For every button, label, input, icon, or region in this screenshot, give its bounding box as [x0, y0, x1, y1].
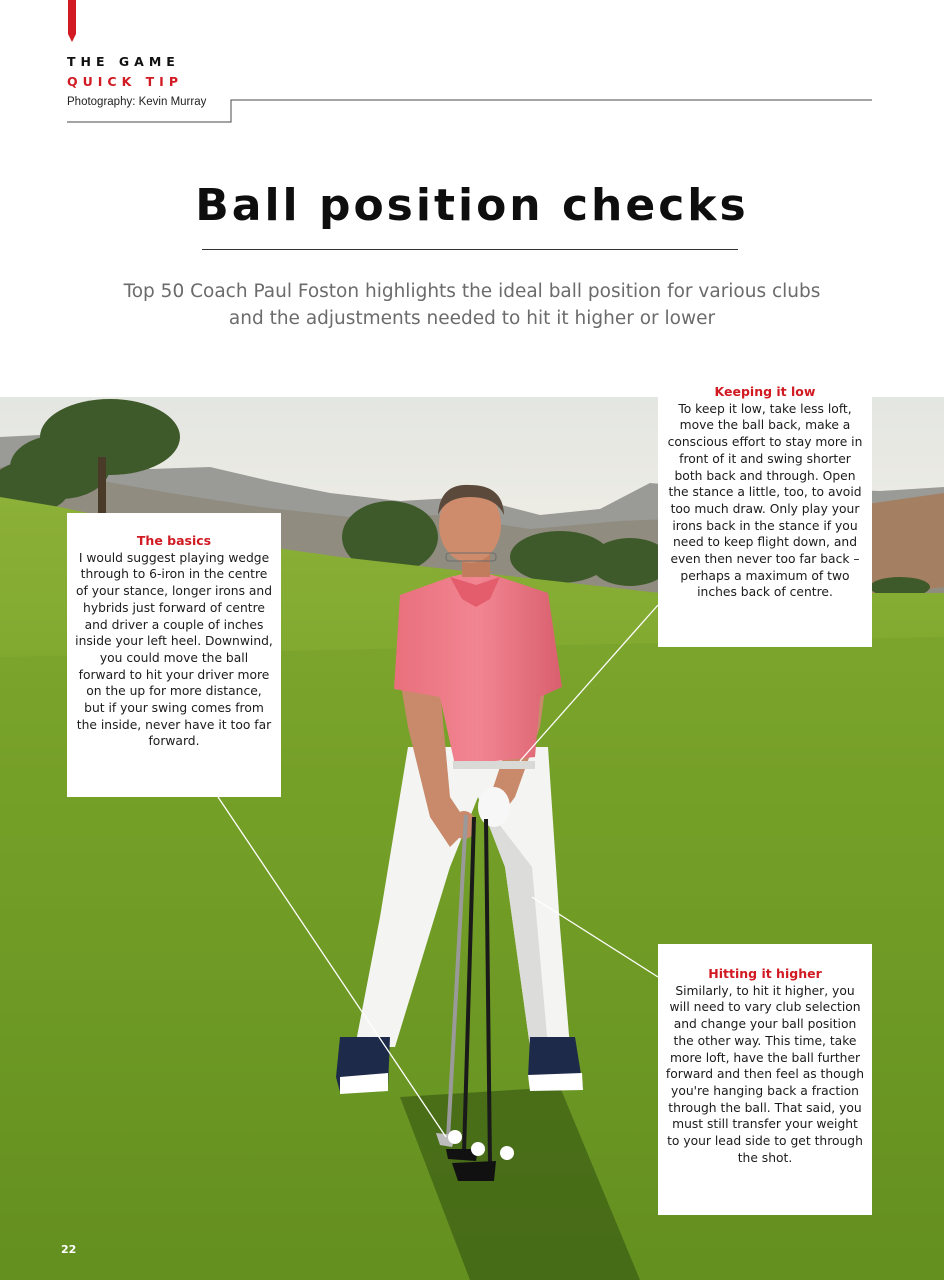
callout-hitting-higher	[658, 944, 872, 1215]
callout-basics	[67, 513, 281, 797]
bookmark-marker-icon	[68, 0, 76, 42]
page-title: Ball position checks	[195, 180, 749, 231]
callout-basics-body: I would suggest playing wedge through to 6-iron in the centre of your stance, longer irons and hybrids just forward of centre and driver a couple of inches inside your left heel. Downwind, you could move the ball forward to hit your driver more on the up for more distance, but if your swing comes from the inside, never have it too far forward.	[75, 550, 273, 749]
page-number: 22	[61, 1243, 77, 1256]
title-divider	[202, 249, 738, 250]
photo-credit: Photography: Kevin Murray	[67, 96, 207, 108]
standfirst: Top 50 Coach Paul Foston highlights the ideal ball position for various clubs and the adjustments needed to hit it higher or lower	[123, 281, 821, 329]
callout-keeping-low	[658, 384, 872, 647]
section-label: THE GAME	[67, 54, 180, 69]
callout-keeping-low-body: To keep it low, take less loft, move the ball back, make a conscious effort to stay more in front of it and swing shorter both back and through. Open the stance a little, too, to avoid too much draw. Only play your irons back in the stance if you need to keep flight down, and even then never too far back – perhaps a maximum of two inches back of centre.	[667, 401, 863, 600]
callout-basics-heading: The basics	[136, 533, 212, 548]
subsection-label: QUICK TIP	[67, 74, 183, 89]
callout-hitting-higher-heading: Hitting it higher	[708, 966, 822, 981]
callout-keeping-low-heading: Keeping it low	[714, 384, 816, 399]
callout-hitting-higher-body: Similarly, to hit it higher, you will need to vary club selection and change your ball position the other way. This time, take more loft, have the ball further forward and then feel as though you're hanging back a fraction through the ball. That said, you must still transfer your weight to your lead side to get through the shot.	[665, 983, 865, 1165]
